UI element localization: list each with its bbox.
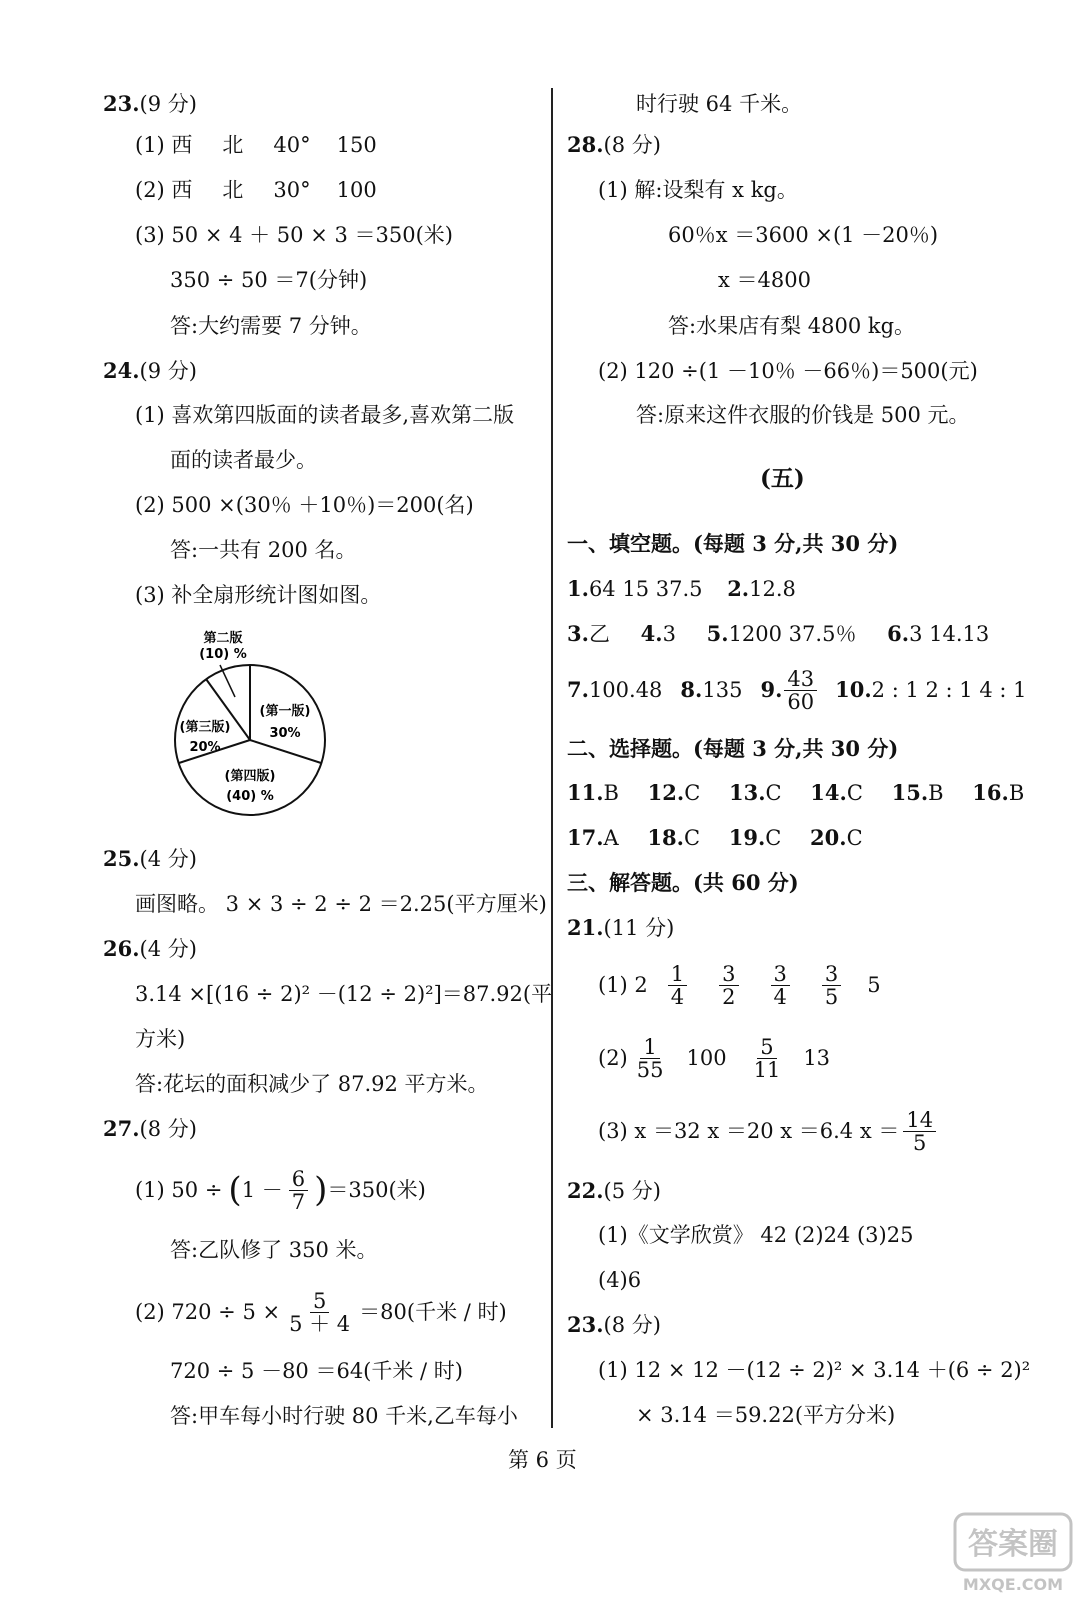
q28-answer-1: (1) 解:设梨有 x kg。: [598, 178, 798, 202]
q26-conclusion: 答:花坛的面积减少了 87.92 平方米。: [135, 1072, 489, 1096]
q27-answer-1: (1) 50 ÷ ( 1 － $\frac{6}{7}$ ) ＝350(米): [135, 1166, 426, 1214]
q23-answer-1: (1) 西 北 40° 150: [135, 133, 377, 157]
slice-label-first-edition: (第一版): [259, 704, 311, 719]
part2-row2: 17.A 18.C 19.C 20.C: [567, 825, 863, 850]
q24-answer-3: (3) 补全扇形统计图如图。: [135, 583, 382, 607]
section-title: (五): [760, 465, 805, 492]
pie-divider-right: [250, 740, 321, 763]
q21-answer-3: (3) x ＝32 x ＝20 x ＝6.4 x ＝ $\frac{14}{5}$: [598, 1106, 942, 1156]
watermark-logo: [953, 1506, 1073, 1596]
slice-label-fourth-edition: (第四版): [224, 769, 276, 784]
q23-answer-3-conclusion: 答:大约需要 7 分钟。: [170, 314, 372, 338]
q23b-answer-line2: × 3.14 ＝59.22(平方分米): [636, 1403, 896, 1427]
q22-answer-line1: (1)《文学欣赏》 42 (2)24 (3)25: [598, 1223, 914, 1247]
fraction: $\frac{3}{5}$: [822, 963, 841, 1008]
q25-answer: 画图略。 3 × 3 ÷ 2 ÷ 2 ＝2.25(平方厘米): [135, 892, 547, 916]
page-number: 第 6 页: [508, 1448, 577, 1472]
part2-row1: 11.B 12.C 13.C 14.C 15.B 16.B: [567, 780, 1025, 805]
slice-value-fourth-edition: (40) %: [226, 789, 274, 804]
q23-answer-3-line2: 350 ÷ 50 ＝7(分钟): [170, 268, 368, 292]
q28-answer-2: (2) 120 ÷(1 －10％ －66％)＝500(元): [598, 359, 978, 383]
q28-solution: x ＝4800: [718, 268, 811, 292]
q24-heading: 24.(9 分): [103, 358, 197, 383]
q24-answer-1: (1) 喜欢第四版面的读者最多,喜欢第二版: [135, 403, 515, 427]
svg-text:答案圈: 答案圈: [968, 1527, 1058, 1562]
q27-heading: 27.(8 分): [103, 1116, 197, 1141]
fraction: $\frac{14}{5}$: [903, 1109, 936, 1154]
slice-value-second-edition: (10) %: [199, 647, 247, 662]
fraction: $\frac{1}{4}$: [668, 963, 687, 1008]
fraction: $\frac{43}{60}$: [784, 668, 817, 713]
q26-heading: 26.(4 分): [103, 936, 197, 961]
q22-answer-line2: (4)6: [598, 1268, 642, 1292]
column-divider: [551, 88, 553, 1428]
part2-title: 二、选择题。(每题 3 分,共 30 分): [567, 736, 899, 761]
slice-value-first-edition: 30%: [269, 726, 301, 741]
fraction: $\frac{3}{2}$: [719, 963, 738, 1008]
q23-heading: 23.(9 分): [103, 91, 197, 116]
part1-row2: 3.乙 4.3 5.1200 37.5％ 6.3 14.13: [567, 621, 990, 646]
part3-title: 三、解答题。(共 60 分): [567, 870, 799, 895]
q24-answer-1-line2: 面的读者最少。: [170, 448, 317, 472]
q23-answer-2: (2) 西 北 30° 100: [135, 178, 377, 202]
q27-answer-2-line2: 720 ÷ 5 －80 ＝64(千米 / 时): [170, 1359, 463, 1383]
q26-answer-line2: 方米): [135, 1027, 186, 1051]
q21-heading: 21.(11 分): [567, 915, 675, 940]
q23b-answer-line1: (1) 12 × 12 －(12 ÷ 2)² × 3.14 ＋(6 ÷ 2)²: [598, 1358, 1031, 1382]
q24-answer-2: (2) 500 ×(30％ ＋10％)＝200(名): [135, 493, 474, 517]
q28-answer-1-conclusion: 答:水果店有梨 4800 kg。: [668, 314, 916, 338]
slice-label-second-edition: 第二版: [203, 631, 243, 646]
fraction: $\frac{1}{55}$: [636, 1034, 664, 1082]
fraction: $\frac{6}{7}$: [289, 1168, 308, 1213]
q27-answer-2-conclusion: 答:甲车每小时行驶 80 千米,乙车每小: [170, 1404, 518, 1428]
part1-row1: 1.64 15 37.5 2.12.8: [567, 576, 796, 601]
q27-continuation: 时行驶 64 千米。: [636, 92, 803, 116]
q28-equation: 60％x ＝3600 ×(1 －20％): [668, 223, 939, 247]
q28-answer-2-conclusion: 答:原来这件衣服的价钱是 500 元。: [636, 403, 970, 427]
q26-answer: 3.14 ×[(16 ÷ 2)² －(12 ÷ 2)²]＝87.92(平: [135, 982, 553, 1006]
slice-label-third-edition: (第三版): [179, 720, 231, 735]
q23b-heading: 23.(8 分): [567, 1312, 661, 1337]
q25-heading: 25.(4 分): [103, 846, 197, 871]
slice-value-third-edition: 20%: [189, 740, 221, 755]
q21-answer-2: (2) $\frac{1}{55}$ 100 $\frac{5}{11}$ 13: [598, 1034, 831, 1082]
q28-heading: 28.(8 分): [567, 132, 661, 157]
pie-chart: [165, 625, 335, 830]
q23-answer-3: (3) 50 × 4 ＋ 50 × 3 ＝350(米): [135, 223, 453, 247]
fraction: $\frac{5}{11}$: [753, 1034, 781, 1082]
q27-answer-1-conclusion: 答:乙队修了 350 米。: [170, 1238, 378, 1262]
fraction: $\frac{5}{5 + 4}$: [289, 1288, 351, 1336]
svg-text:MXQE.COM: MXQE.COM: [962, 1575, 1064, 1594]
part1-row3: 7. 100.48 8. 135 9. $\frac{43}{60}$ 10. 2 : 1 2 : 1 4 : 1: [567, 666, 1027, 714]
fraction: $\frac{3}{4}$: [771, 963, 790, 1008]
q27-answer-2: (2) 720 ÷ 5 × $\frac{5}{5 + 4}$ ＝80(千米 / 时): [135, 1288, 507, 1336]
q21-answer-1: (1) 2 $\frac{1}{4}$ $\frac{3}{2}$ $\frac{3}{4}$ $\frac{3}{5}$ 5: [598, 961, 881, 1009]
pie-label-leader: [220, 665, 235, 697]
part1-title: 一、填空题。(每题 3 分,共 30 分): [567, 531, 899, 556]
q22-heading: 22.(5 分): [567, 1178, 661, 1203]
q24-answer-2-conclusion: 答:一共有 200 名。: [170, 538, 357, 562]
